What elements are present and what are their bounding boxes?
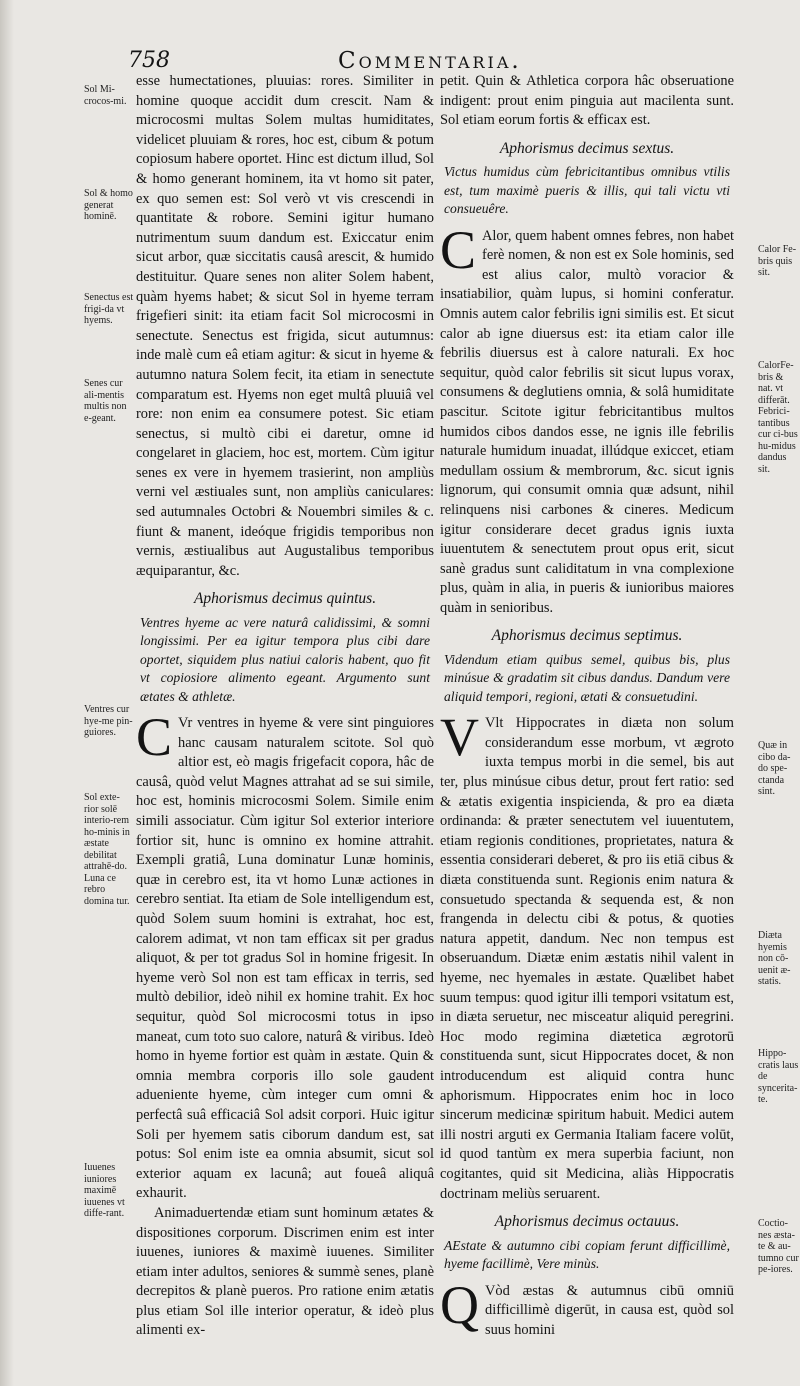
drop-cap: C [440,219,477,280]
aphorism-heading: Aphorismus decimus sextus. [499,139,675,157]
aphorism-text: Ventres hyeme ac vere naturâ calidissimi, & somni longissimi. Per ea igitur tempora plus cibi dare oportet, siquidem plus natiui caloris habent, quo fit vt copiosiore alimento egeant. Argumento sunt ætates & athletæ. [140,615,430,704]
margin-note: Sol Mi-crocos-mi. [84,84,127,107]
paragraph-body: Alor, quem habent omnes febres, non habet ferè nomen, & non est ex Sole hominis, sed est alius calor, multò voracior & insatiabilior, quàm lupus, si homini conferatur. Omnis autem calor febrilis igni similis est. Et sicut calor ab igne diuersus est: ita etiam calor ille febrilis diuersus est à calore naturali. Ex hoc sequitur, quòd calor febrilis sit sicut lupus vorax, consumens & deglutiens omnia, & solâ humiditate pascitur. Scitote igitur febricitantibus multos humidos cibos dandos esse, ne ignis ille febrilis naturale humidum inuadat, illúdque exiccet, etiam medullam ossium & membrorum, &c. sicut ignis lignorum, qui consumit omnia quæ adsunt, nihil relinquens nisi carbones & cineres. Medicum igitur considerare decet gradus ignis iuxta iuuentutem & senectutem prout opus erit, sicut sanè gradus sunt caliditatum in vna complexione plus, quàm in alia, in pueris & iunioribus maiores quàm in senioribus. [440,227,734,616]
paragraph-body: Vr ventres in hyeme & vere sint pinguiores hanc causam naturalem scitote. Sol quò altior est, eò magis frigefacit copora, hâc de causâ, quòd velut Magnes attrahat ad se sui simile, hoc est, hominis microcosmi Solem. Simile enim simili associatur. Cùm igitur Sol exterior interiore fortior sit, hunc is omnino ex homine attrahit. Exempli gratiâ, Luna dominatur Lunæ hominis, quæ in cerebro est, ita vt homo Lunæ actiones in cerebro sentiat. Ita etiam de Sole intelligendum est, quòd Solem suum homini is extrahat, hoc est, calorem adimat, vt non tam efficax sit per gradus aliquot, & per tot gradus Sol in homine frigesit. In hyeme verò Sol non est tam efficax in terris, sed multò debilior, ideò nihil ex homine trahit. Ex hoc sequitur, quòd Sol microcosmi totus in ipso maneat, cum toto suo calore, naturâ & viribus. Ideò homo in hyeme fortior est quàm in æstate. Quin & omnia membra corporis illo sole gaudent adueniente hyeme, cùm integer cum omni & perfectâ suâ efficaciâ Sol adsit corpori. Huic igitur Soli per hyemem satis ciborum dandum est, sat potus: Sol enim iste ea omnia absumit, sicut sol exterior aquam ex lacunâ; aut foueâ aliquâ exhaurit. [136,715,434,1202]
margin-note: Coctio-nes æsta-te & au-tumno cur pe-iores. [758,1218,799,1275]
paragraph-body: Vòd æstas & autumnus cibū omniū difficillimè digerūt, in causa est, quòd sol suus homini [485,1282,734,1338]
aphorism-text: Videndum etiam quibus semel, quibus bis, plus minúsue & gradatim sit cibus dandus. Dandum vere aliquid tempori, regioni, ætati & consuetudini. [444,652,730,704]
aphorism-text: AEstate & autumno cibi copiam ferunt difficillimè, hyeme facillimè, Vere minùs. [444,1237,730,1272]
paragraph: petit. Quin & Athletica corpora hâc obseruatione indigent: prout enim pinguia aut macilenta sunt. Sol etiam eorum fortis & efficax est. [440,73,734,129]
margin-note: Calor Fe-bris quis sit. [758,244,797,278]
paragraph: Animaduertendæ etiam sunt hominum ætates & dispositiones corporum. Discrimen enim est inter iuuenes, iuniores & maximè iuuenes. Similiter etiam inter adultos, seniores & summè senes, planè decrepitos & planè pueros. Pro ratione enim ætatis plus etiam Sol ille interior operatur, & ideò plus alimenti ex- [136,1204,434,1339]
drop-cap: Q [440,1274,479,1335]
paragraph [136,707,434,1204]
margin-note: Quæ in cibo da-do spe-ctanda sint. [758,740,791,797]
aphorism-heading: Aphorismus decimus octauus. [494,1213,680,1231]
margin-note: Senectus est frigi-da vt hyems. [84,292,134,326]
margin-note: Iuuenes iuniores maximē iuuenes vt diffe-rant. [84,1162,125,1219]
aphorism-heading: Aphorismus decimus septimus. [491,627,683,645]
aphorism-text: Victus humidus cùm febricitantibus omnibus vtilis est, tum maximè pueris & illis, qui tali victu vti consueuêre. [444,164,730,217]
paragraph [440,707,734,1204]
aphorism-heading: Aphorismus decimus quintus. [193,590,377,608]
margin-note: CalorFe-bris & nat. vt differāt. Febrici-tantibus cur ci-bus hu-midus dandus sit. [758,360,798,475]
margin-note: Diæta hyemis non cō-uenit æ-statis. [758,930,791,987]
page-edge-shadow [0,0,14,1386]
paragraph [440,1274,734,1341]
running-title: Commentaria. [338,48,522,74]
drop-cap: V [440,707,479,768]
margin-note: Sol & homo generat hominē. [84,188,133,222]
left-text-column [136,72,434,1339]
paragraph-body: Vlt Hippocrates in diæta non solum considerandum esse morbum, vt ægroto iuxta tempus morbi in die semel, bis aut ter, plus minúsue cibus detur, prout fert ratio: sed & ætatis exigentia inspicienda, & pro ea diæta ordinanda: & præter senectutem vel iuuentutem, etiam regionis conditiones, proprietates, natura & essentia considerari deberet, & pro iis etiā cibus & diæta constituenda sunt. Regionis enim natura & consuetudo spectanda & sequenda est, & non frangenda in delectu cibi & potus, & quoties natura appetit, dandum. Nec non tempus est obseruandum. Diætæ enim æstatis nihil valent in hyeme, nec hyemales in æstate. Quælibet habet suum tempus: quod igitur illi tempori vsitatum est, in diæta seruetur, nec misceatur aliquid peregrini. Hoc modo regimina diætetica ægrotorū constituenda sunt, sicut Hippocrates docet, & non introducendum est aliquid contra hunc aphorismum. Hippocrates enim hoc in loco sincerum medicinæ spiritum habuit. Medici autem illi nostri arguti ex Germania Italiam facere volūt, id quod tantùm ex mera superbia faciunt, non cogitantes, quid sit Medicina, aliàs Hippocratis doctrinam meliùs seruarent. [440,715,734,1202]
margin-note: Ventres cur hye-me pin-guiores. [84,704,133,738]
margin-note: Sol exte-rior solē interio-rem ho-minis in æstate debilitat attrahē-do. Luna ce rebro domina tur. [84,792,130,907]
margin-note: Senes cur ali-mentis multis non e-geant. [84,378,127,424]
margin-note: Hippo-cratis laus de syncerita-te. [758,1048,799,1105]
drop-cap: C [136,707,173,768]
page-number: 758 [128,48,170,73]
right-text-column [440,72,734,1338]
paragraph [440,219,734,619]
paragraph: esse humectationes, pluuias: rores. Similiter in homine quoque accidit dum crescit. Nam & microcosmi multas Solem multas humiditates, videlicet pluuiam & rores, hoc est, cibum & potum copiosum habere oportet. Hinc est dictum illud, Sol & homo generant hominem, ita vt homo sit pater, ex quo semen est: Sol verò vt vis crescendi in quantitate & robore. Semini igitur humano nutrimentum suum dandum est. Exiccatur enim sicut arbor, quæ siccitatis causâ arescit, & humido destituitur. Quare senes non aliter Solem habent, quàm hyems habet; & sicut Sol in hyeme terram frigefieri sinit: ita etiam facit Sol microcosmi in senectute. Senectus est frigida, sicut autumnus: inde malè cum eâ etiam agitur: & sicut in hyeme & autumno natura Solem fecit, ita etiam in senectute comparatum est. Hyems non eget multâ pluuiâ vel rore: non enim ea consumere potest. Sic etiam senectus, si multò cibi ei daretur, omne id congelaret in glaciem, hoc est, mortem. Cùm igitur senes ex vere in hyemem trasierint, non ampliùs verni vel æstiuales sunt, non ampliùs caniculares: sed autumnales Octobri & Nouembri similes & c. fiunt & manent, ideóque frigidis temporibus non vernis, æstiualibus aut Augustalibus temporibus æquiparantur, &c. [136,73,434,579]
